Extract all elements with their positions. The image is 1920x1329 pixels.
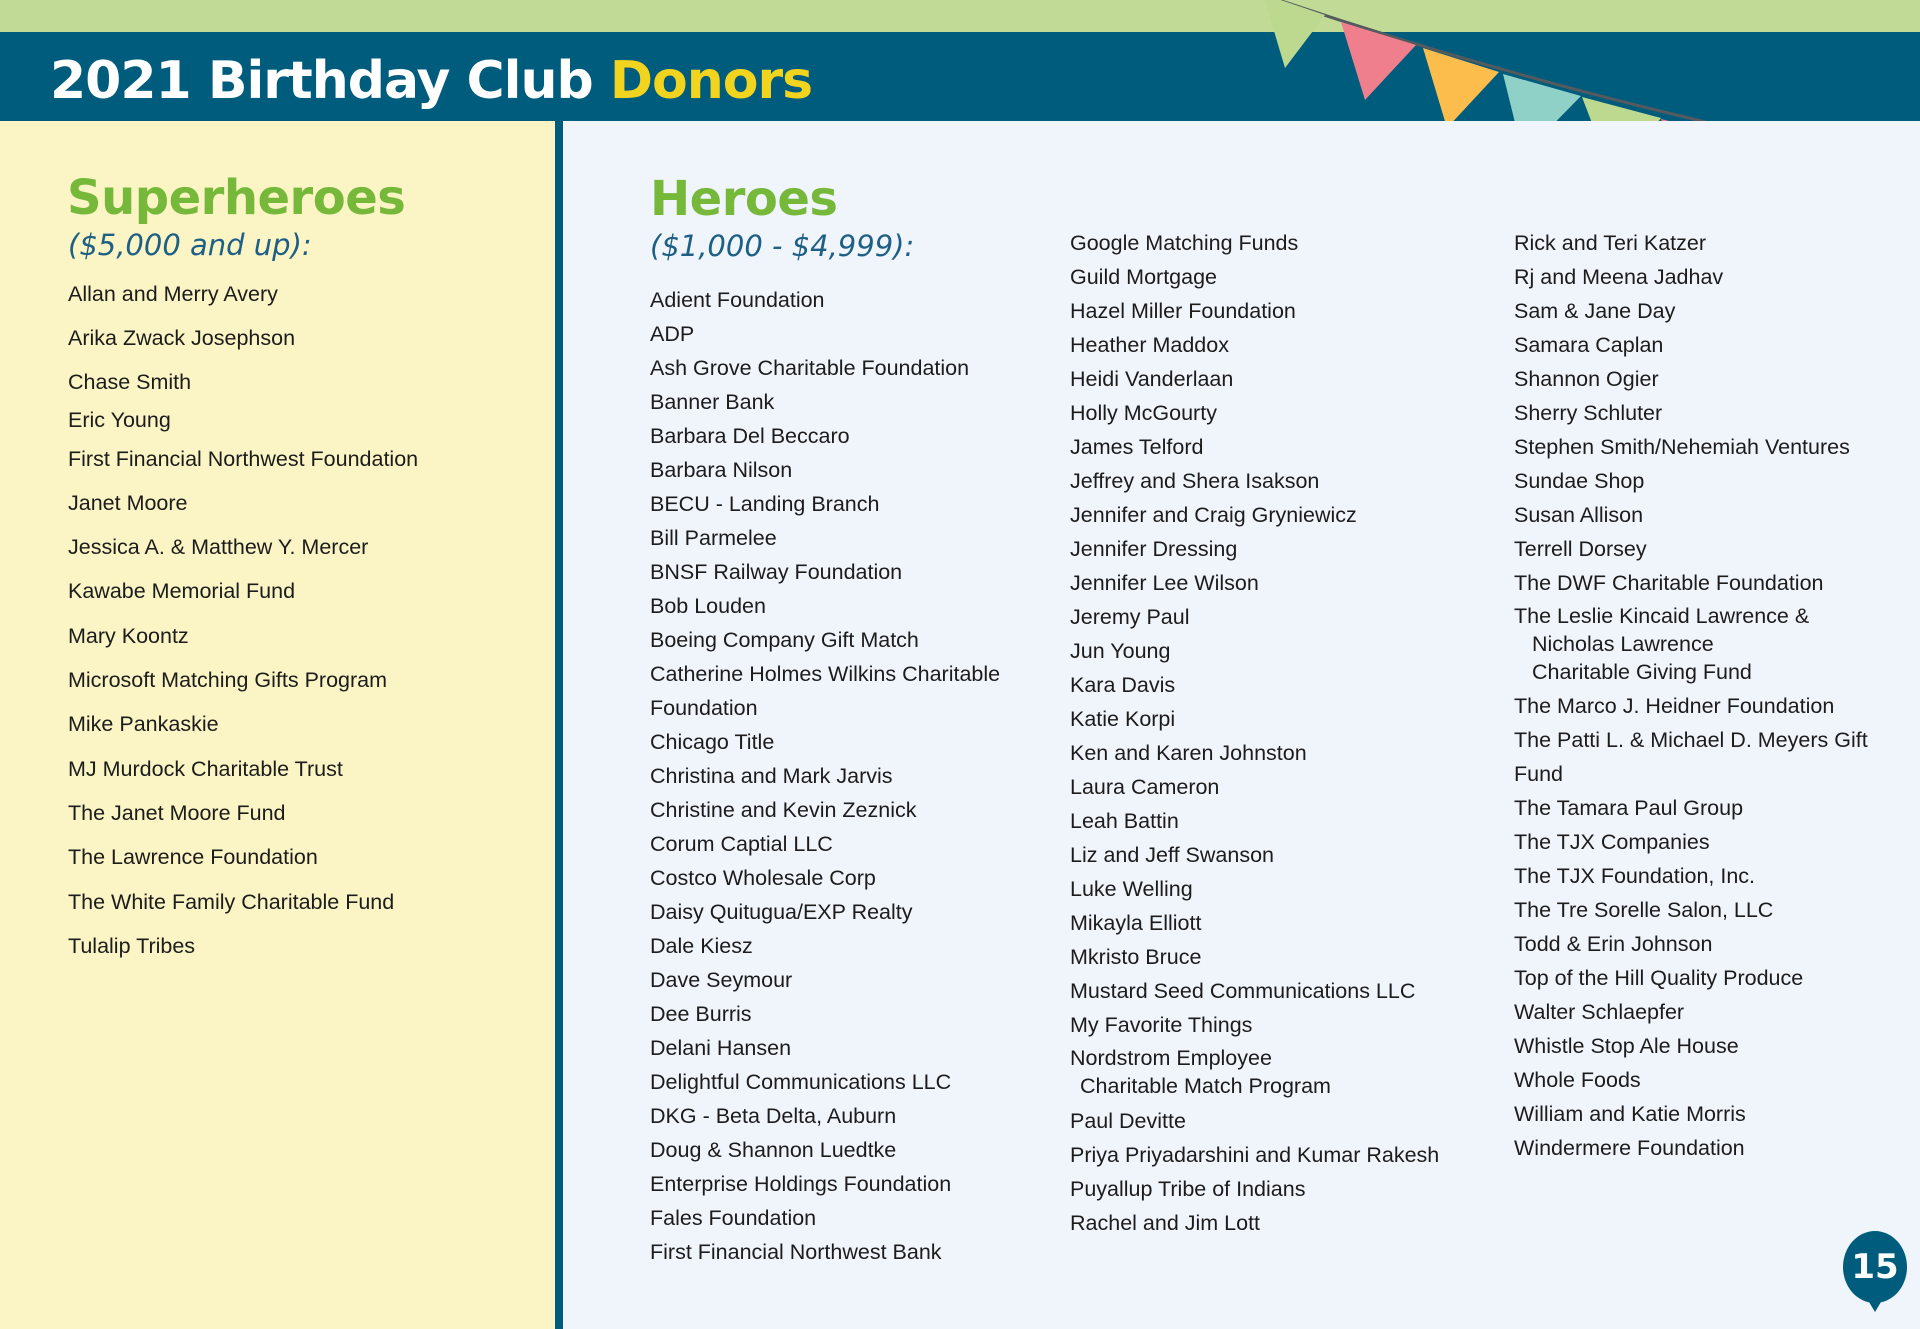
donor-name: Top of the Hill Quality Produce bbox=[1514, 966, 1804, 990]
donor-name: The TJX Companies bbox=[1514, 830, 1710, 854]
donor-name: Corum Captial LLC bbox=[650, 832, 833, 856]
donor-name: The Tamara Paul Group bbox=[1514, 796, 1744, 820]
donor-name: The Janet Moore Fund bbox=[68, 800, 286, 825]
donor-name: Whole Foods bbox=[1514, 1068, 1641, 1092]
bunting-flag bbox=[1263, 0, 1325, 68]
donor-name: Catherine Holmes Wilkins Charitable bbox=[650, 662, 1001, 686]
donor-name: Windermere Foundation bbox=[1514, 1136, 1745, 1160]
donor-name: Stephen Smith/Nehemiah Ventures bbox=[1514, 435, 1850, 459]
superheroes-subtitle: ($5,000 and up): bbox=[68, 228, 312, 262]
donor-name: Daisy Quitugua/EXP Realty bbox=[650, 900, 913, 924]
donor-name: Kara Davis bbox=[1070, 673, 1176, 697]
donor-name: Fales Foundation bbox=[650, 1206, 817, 1230]
donor-name: Holly McGourty bbox=[1070, 401, 1217, 425]
donor-name: Rachel and Jim Lott bbox=[1070, 1210, 1261, 1235]
donor-name: Katie Korpi bbox=[1070, 707, 1176, 731]
donor-name: Samara Caplan bbox=[1514, 333, 1664, 357]
donor-name: Janet Moore bbox=[68, 490, 188, 515]
donor-name: Sherry Schluter bbox=[1514, 401, 1663, 425]
donor-name: Jennifer Lee Wilson bbox=[1070, 571, 1259, 595]
donor-name: Christina and Mark Jarvis bbox=[650, 764, 893, 788]
donor-name: Doug & Shannon Luedtke bbox=[650, 1138, 897, 1162]
donor-name bbox=[1514, 600, 1868, 689]
donor-name: Kawabe Memorial Fund bbox=[68, 579, 296, 604]
donor-name: Dale Kiesz bbox=[650, 934, 753, 958]
donor-name: Bill Parmelee bbox=[650, 526, 777, 550]
donor-name-line: The Leslie Kincaid Lawrence & bbox=[1514, 604, 1810, 628]
donor-name: Banner Bank bbox=[650, 390, 775, 414]
donor-name: Jeffrey and Shera Isakson bbox=[1070, 469, 1320, 493]
heroes-list-col1 bbox=[650, 283, 1000, 1269]
page-title bbox=[50, 46, 812, 116]
donor-name-line: Charitable Match Program bbox=[1080, 1073, 1331, 1098]
donor-name: Google Matching Funds bbox=[1070, 231, 1299, 255]
donor-name bbox=[1070, 1042, 1439, 1104]
donor-name: Walter Schlaepfer bbox=[1514, 1000, 1685, 1024]
donor-name: First Financial Northwest Foundation bbox=[68, 446, 419, 471]
bunting-flag bbox=[1423, 48, 1499, 128]
heroes-title: Heroes bbox=[650, 171, 838, 227]
donor-name: Dee Burris bbox=[650, 1002, 752, 1026]
donor-name: Mkristo Bruce bbox=[1070, 945, 1202, 969]
heroes-list-col2 bbox=[1070, 226, 1439, 1240]
page-title-accent: Donors bbox=[609, 51, 813, 111]
donor-name: Foundation bbox=[650, 696, 758, 720]
donor-name: Paul Devitte bbox=[1070, 1108, 1186, 1133]
donor-name: ADP bbox=[650, 322, 695, 346]
donor-name: Jessica A. & Matthew Y. Mercer bbox=[68, 535, 369, 560]
donor-name: Heidi Vanderlaan bbox=[1070, 367, 1234, 391]
donor-name: Dave Seymour bbox=[650, 968, 793, 992]
donor-name: Tulalip Tribes bbox=[68, 933, 196, 958]
donor-name: The DWF Charitable Foundation bbox=[1514, 571, 1824, 595]
donor-name: The Tre Sorelle Salon, LLC bbox=[1514, 898, 1774, 922]
donor-name: Hazel Miller Foundation bbox=[1070, 299, 1296, 323]
donor-name: Terrell Dorsey bbox=[1514, 537, 1647, 561]
donor-name: Ken and Karen Johnston bbox=[1070, 741, 1307, 765]
donor-name: Sam & Jane Day bbox=[1514, 299, 1676, 323]
donor-name: BECU - Landing Branch bbox=[650, 492, 880, 516]
donor-name: Sundae Shop bbox=[1514, 469, 1645, 493]
page-number: 15 bbox=[1851, 1247, 1899, 1287]
donor-name: Mikayla Elliott bbox=[1070, 911, 1202, 935]
donor-name: Barbara Nilson bbox=[650, 458, 793, 482]
donor-name: Guild Mortgage bbox=[1070, 265, 1217, 289]
donor-name: Priya Priyadarshini and Kumar Rakesh bbox=[1070, 1142, 1440, 1167]
donor-name: Mary Koontz bbox=[68, 623, 189, 648]
donor-name: Boeing Company Gift Match bbox=[650, 628, 919, 652]
donor-name: The White Family Charitable Fund bbox=[68, 889, 395, 914]
donor-name: Christine and Kevin Zeznick bbox=[650, 798, 917, 822]
donor-name: Liz and Jeff Swanson bbox=[1070, 843, 1274, 867]
panel-divider bbox=[555, 121, 563, 1329]
donor-name: Whistle Stop Ale House bbox=[1514, 1034, 1739, 1058]
donor-name: Luke Welling bbox=[1070, 877, 1193, 901]
donor-name: Mustard Seed Communications LLC bbox=[1070, 979, 1416, 1003]
donor-name: Delani Hansen bbox=[650, 1036, 792, 1060]
page-title-main: 2021 Birthday Club bbox=[50, 51, 593, 111]
donor-name: Ash Grove Charitable Foundation bbox=[650, 356, 970, 380]
donor-name: Arika Zwack Josephson bbox=[68, 326, 296, 351]
donor-name: Costco Wholesale Corp bbox=[650, 866, 876, 890]
donor-name: Jun Young bbox=[1070, 639, 1171, 663]
donor-name: Fund bbox=[1514, 762, 1564, 786]
donor-name: Rick and Teri Katzer bbox=[1514, 231, 1706, 255]
donor-name: MJ Murdock Charitable Trust bbox=[68, 756, 343, 781]
heroes-list-col3 bbox=[1514, 226, 1868, 1165]
donor-name: Microsoft Matching Gifts Program bbox=[68, 668, 388, 693]
heroes-subtitle: ($1,000 - $4,999): bbox=[650, 229, 915, 263]
donor-name: Mike Pankaskie bbox=[68, 712, 219, 737]
donor-name: The TJX Foundation, Inc. bbox=[1514, 864, 1756, 888]
donor-name: Jeremy Paul bbox=[1070, 605, 1190, 629]
bunting-flag bbox=[1341, 22, 1416, 100]
donor-name-line: Nicholas Lawrence bbox=[1532, 632, 1714, 656]
donor-name-line: Charitable Giving Fund bbox=[1532, 660, 1752, 684]
donor-name: Barbara Del Beccaro bbox=[650, 424, 850, 448]
donor-name: Rj and Meena Jadhav bbox=[1514, 265, 1724, 289]
donor-name: Eric Young bbox=[68, 407, 171, 432]
donor-name: Susan Allison bbox=[1514, 503, 1644, 527]
donor-name: Adient Foundation bbox=[650, 288, 825, 312]
donor-name: The Marco J. Heidner Foundation bbox=[1514, 694, 1835, 718]
donor-name: Chicago Title bbox=[650, 730, 775, 754]
donor-name: Jennifer and Craig Gryniewicz bbox=[1070, 503, 1357, 527]
donor-name: Laura Cameron bbox=[1070, 775, 1220, 799]
superheroes-list bbox=[68, 272, 418, 968]
donor-name: Chase Smith bbox=[68, 369, 192, 394]
donor-name: Delightful Communications LLC bbox=[650, 1070, 952, 1094]
donor-name: Leah Battin bbox=[1070, 809, 1179, 833]
donor-name: Jennifer Dressing bbox=[1070, 537, 1238, 561]
donor-name: Puyallup Tribe of Indians bbox=[1070, 1176, 1306, 1201]
donor-name: Allan and Merry Avery bbox=[68, 282, 278, 306]
donor-name: The Patti L. & Michael D. Meyers Gift bbox=[1514, 728, 1868, 752]
donor-name: BNSF Railway Foundation bbox=[650, 560, 903, 584]
superheroes-title: Superheroes bbox=[67, 170, 406, 226]
donor-name: James Telford bbox=[1070, 435, 1204, 459]
donor-name: William and Katie Morris bbox=[1514, 1102, 1746, 1126]
donor-name: DKG - Beta Delta, Auburn bbox=[650, 1104, 897, 1128]
donor-name: Bob Louden bbox=[650, 594, 766, 618]
donor-name: Shannon Ogier bbox=[1514, 367, 1659, 391]
donor-name: Heather Maddox bbox=[1070, 333, 1229, 357]
donor-name-line: Nordstrom Employee bbox=[1070, 1046, 1272, 1070]
donor-name: My Favorite Things bbox=[1070, 1013, 1253, 1037]
donor-name: First Financial Northwest Bank bbox=[650, 1240, 942, 1264]
donor-name: Enterprise Holdings Foundation bbox=[650, 1172, 952, 1196]
donor-name: The Lawrence Foundation bbox=[68, 845, 318, 870]
donor-name: Todd & Erin Johnson bbox=[1514, 932, 1713, 956]
